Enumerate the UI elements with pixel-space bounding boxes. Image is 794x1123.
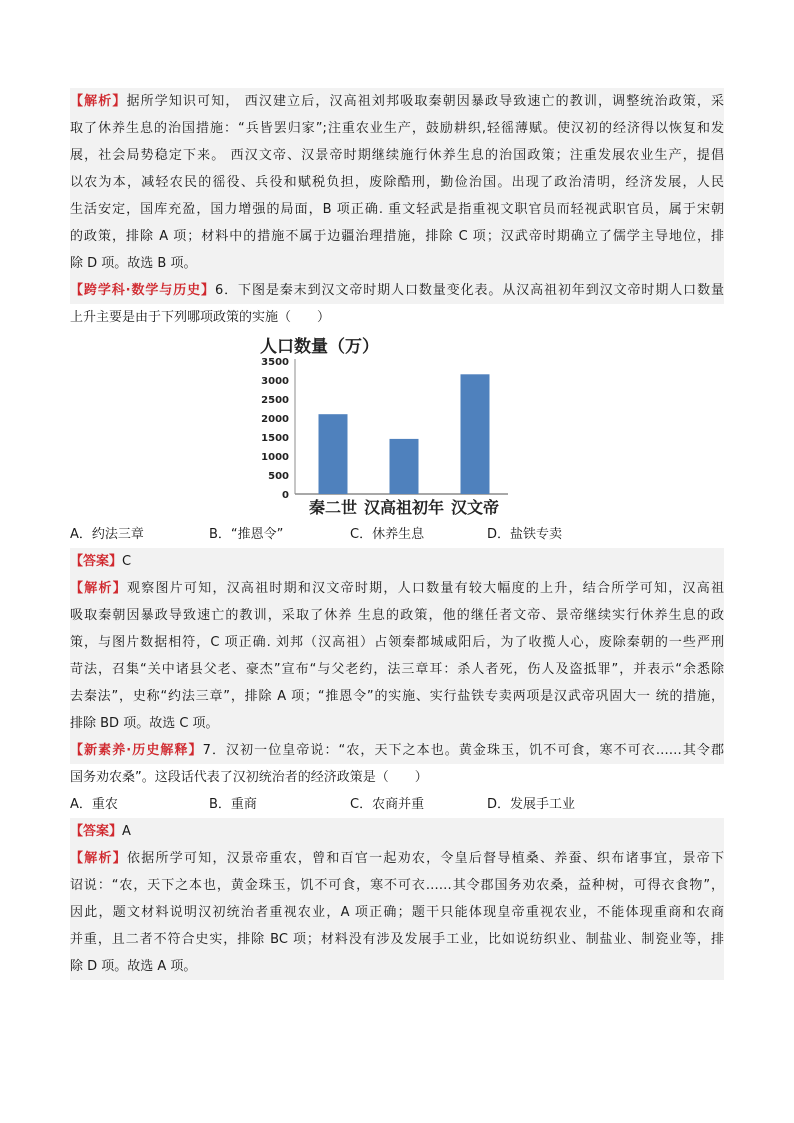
answer-tag: 【答案】 xyxy=(70,554,123,569)
q5-analysis-line-3: 展，社会局势稳定下来。 西汉文帝、汉景帝时期继续施行休养生息的治国政策；注重发展农业生产，提倡 xyxy=(70,148,724,163)
y-tick-label-3: 1500 xyxy=(261,433,289,444)
q6-stem-line-1: 【跨学科·数学与历史】6．下图是秦末到汉文帝时期人口数量变化表。从汉高祖初年到汉文帝时期人口数量 xyxy=(70,277,724,304)
q6-question xyxy=(70,277,724,331)
q7-option-b: B．重商 xyxy=(209,797,257,812)
q7-analysis-line-3: 因此，题文材料说明汉初统治者重视农业，A 项正确；题干只能体现皇帝重视农业，不能体现重商和农商 xyxy=(70,905,724,920)
q7-answer: A xyxy=(122,824,131,839)
y-tick-label-4: 2000 xyxy=(261,414,289,425)
q6-option-b: B．“推恩令” xyxy=(209,527,284,542)
q6-answer-line xyxy=(70,548,724,575)
q5-analysis-line-2: 取了休养生息的治国措施：“兵皆罢归家”;注重农业生产，鼓励耕织,轻徭薄赋。使汉初的经济得以恢复和发 xyxy=(70,121,724,136)
q5-analysis-line-6: 的政策，排除 A 项；材料中的措施不属于边疆治理措施，排除 C 项；汉武帝时期确立了儒学主导地位，排 xyxy=(70,229,724,244)
q7-analysis-line-5: 除 D 项。故选 A 项。 xyxy=(70,959,197,974)
q6-answer: C xyxy=(122,554,132,569)
q7-analysis-line-1: 【解析】依据所学可知，汉景帝重农，曾和百官一起劝农，令皇后督导植桑、养蚕、织布诸事宜，景帝下 xyxy=(70,851,724,866)
q6-tag: 【跨学科·数学与历史】 xyxy=(70,283,215,298)
q6-analysis-line-6: 排除 BD 项。故选 C 项。 xyxy=(70,716,219,731)
analysis-tag: 【解析】 xyxy=(70,851,127,866)
q5-analysis-line-1: 【解析】据所学知识可知， 西汉建立后，汉高祖刘邦吸取秦朝因暴政导致速亡的教训，调整统治政策，采 xyxy=(70,94,724,109)
y-tick-label-0: 0 xyxy=(282,490,289,501)
y-tick-label-1: 500 xyxy=(268,471,289,482)
x-tick-label-2: 汉文帝 xyxy=(450,498,500,517)
q7-option-a: A．重农 xyxy=(70,797,118,812)
bar-1 xyxy=(390,439,419,494)
y-tick-label-7: 3500 xyxy=(261,357,289,368)
q6-analysis-line-5: 去秦法”，史称“约法三章”，排除 A 项；“推恩令”的实施、实行盐铁专卖两项是汉武帝巩固大一 统的措施， xyxy=(70,689,724,704)
y-tick-label-5: 2500 xyxy=(261,395,289,406)
q6-answer-block xyxy=(70,548,724,737)
q7-answer-line xyxy=(70,818,724,845)
q7-options xyxy=(70,791,724,818)
chart-svg xyxy=(70,331,724,521)
q6-analysis-line-1: 【解析】观察图片可知，汉高祖时期和汉文帝时期，人口数量有较大幅度的上升，结合所学可知，汉高祖 xyxy=(70,581,724,596)
q7-question xyxy=(70,737,724,791)
y-tick-label-6: 3000 xyxy=(261,376,289,387)
q7-analysis-line-4: 并重，且二者不符合史实，排除 BC 项；材料没有涉及发展手工业，比如说纺织业、制盐业、制瓷业等，排 xyxy=(70,932,724,947)
answer-tag: 【答案】 xyxy=(70,824,123,839)
q6-stem-line-2: 上升主要是由于下列哪项政策的实施（ ） xyxy=(70,310,331,325)
q7-stem-line-1: 【新素养·历史解释】7．汉初一位皇帝说：“农，天下之本也。黄金珠玉，饥不可食，寒不可衣……其令郡 xyxy=(70,737,724,764)
chart-title: 人口数量（万） xyxy=(260,337,379,357)
x-tick-label-0: 秦二世 xyxy=(308,498,358,517)
q7-option-c: C．农商并重 xyxy=(350,797,425,812)
q6-analysis-line-2: 吸取秦朝因暴政导致速亡的教训，采取了休养 生息的政策，他的继任者文帝、景帝继续实行休养生息的政 xyxy=(70,608,724,623)
x-tick-label-1: 汉高祖初年 xyxy=(363,498,445,517)
q7-analysis-line-2: 诏说：“农，天下之本也，黄金珠玉，饥不可食，寒不可衣……其令郡国务劝农桑，益种树，可得衣食物”， xyxy=(70,878,724,893)
document-page xyxy=(70,88,724,980)
q7-answer-block xyxy=(70,818,724,980)
q5-analysis-line-4: 以农为本，减轻农民的徭役、兵役和赋税负担，废除酷刑，勤俭治国。出现了政治清明，经济发展，人民 xyxy=(70,175,724,190)
bar-2 xyxy=(461,374,490,494)
population-chart xyxy=(70,331,724,521)
analysis-tag: 【解析】 xyxy=(70,94,127,109)
q6-analysis-line-4: 苛法，召集“关中诸县父老、豪杰”宣布“与父老约，法三章耳：杀人者死，伤人及盗抵罪”，并表示“余悉除 xyxy=(70,662,724,677)
q6-option-a: A．约法三章 xyxy=(70,527,144,542)
q7-stem-line-2: 国务劝农桑”。这段话代表了汉初统治者的经济政策是（ ） xyxy=(70,770,428,785)
q5-analysis-block xyxy=(70,88,724,277)
q7-option-d: D．发展手工业 xyxy=(487,797,576,812)
q6-option-d: D．盐铁专卖 xyxy=(487,527,563,542)
q6-analysis-line-3: 策，与图片数据相符，C 项正确. 刘邦（汉高祖）占领秦都城咸阳后，为了收揽人心，废除秦朝的一些严刑 xyxy=(70,635,724,650)
bar-0 xyxy=(319,414,348,494)
y-tick-label-2: 1000 xyxy=(261,452,289,463)
q6-options xyxy=(70,521,724,548)
q5-analysis-line-7: 除 D 项。故选 B 项。 xyxy=(70,256,197,271)
analysis-tag: 【解析】 xyxy=(70,581,127,596)
q6-option-c: C．休养生息 xyxy=(350,527,425,542)
q5-analysis-line-5: 生活安定，国库充盈，国力增强的局面，B 项正确. 重文轻武是指重视文职官员而轻视武职官员，属于宋朝 xyxy=(70,202,724,217)
q7-tag: 【新素养·历史解释】 xyxy=(70,743,203,758)
